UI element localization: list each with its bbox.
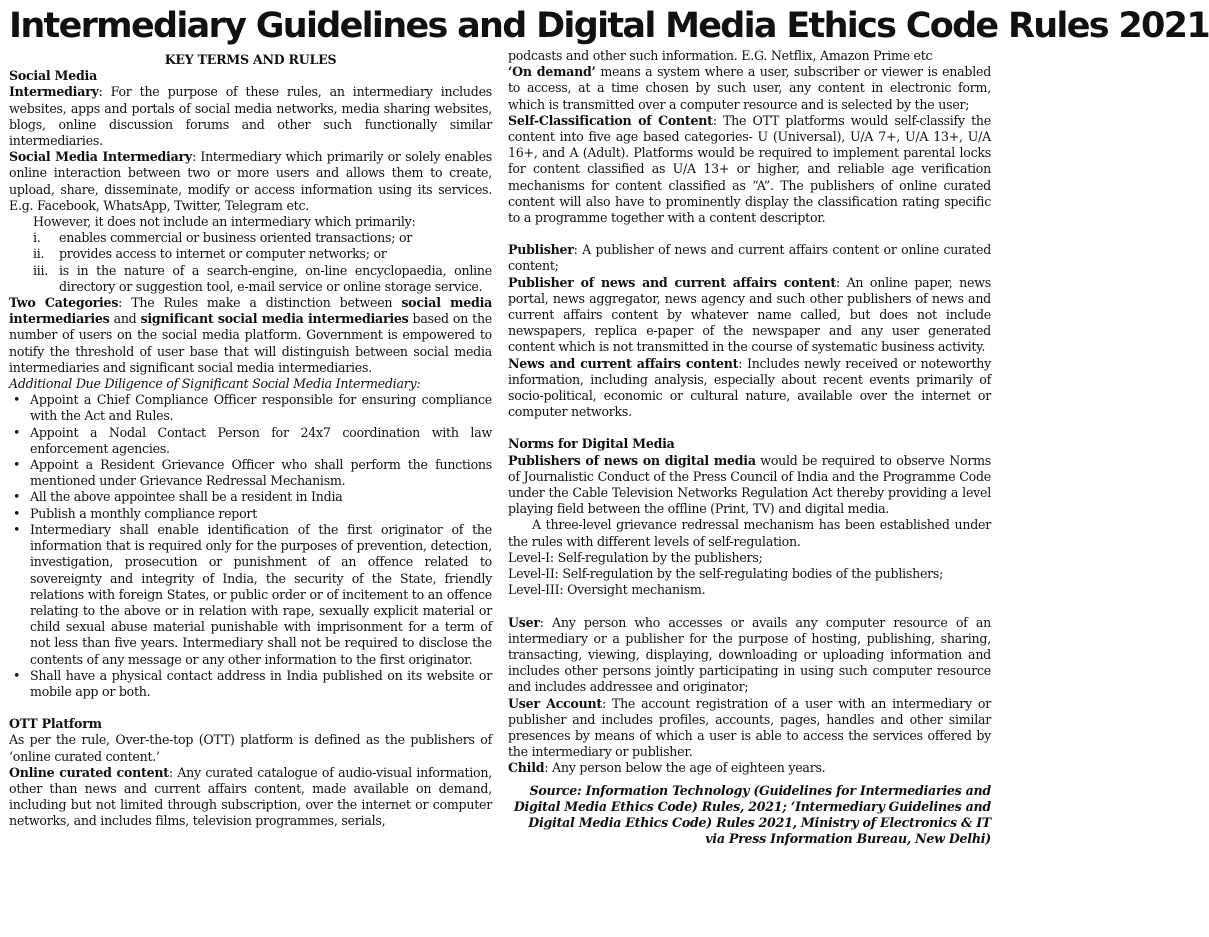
grievance-paragraph: A three-level grievance redressal mechanism has been established under the rules with different levels of self-regulation. xyxy=(508,517,991,549)
term-user: User xyxy=(508,614,540,630)
bullet-icon: • xyxy=(13,424,21,440)
list-text: provides access to internet or computer networks; or xyxy=(59,246,387,262)
term-significant-smi: significant social media intermediaries xyxy=(140,311,409,327)
term-social-media-intermediaries: social media intermediaries xyxy=(9,295,493,327)
list-item xyxy=(13,425,492,457)
list-item xyxy=(13,392,492,424)
spacer xyxy=(508,599,991,615)
term-two-categories: Two Categories xyxy=(9,295,119,311)
body-text: would be required to observe Norms of Journalistic Conduct of the Press Council of India and the Programme Code under the Cable Television Networks Regulation Act thereby providing a level playing field between the offline (Print, TV) and digital media. xyxy=(508,452,991,517)
term-self-classification: Self-Classification of Content xyxy=(508,112,713,128)
intermediary-definition xyxy=(9,84,492,149)
spacer xyxy=(508,420,991,436)
user-account-definition xyxy=(508,696,991,761)
due-diligence-list xyxy=(9,392,492,700)
list-item xyxy=(33,246,492,262)
publisher-definition xyxy=(508,242,991,274)
term-news-current-affairs: News and current affairs content xyxy=(508,355,739,371)
section-heading-social-media: Social Media xyxy=(9,68,97,84)
list-text: is in the nature of a search-engine, on-line encyclopaedia, online directory or suggestion tool, e-mail service or online storage service. xyxy=(59,262,492,294)
list-text: Publish a monthly compliance report xyxy=(30,505,258,521)
body-text: : The Rules make a distinction between xyxy=(118,295,402,311)
list-item xyxy=(13,522,492,668)
body-text: based on the number of users on the social media platform. Government is empowered to notify the threshold of user base that will distinguish between social media intermediaries and significant social media intermediaries. xyxy=(9,311,493,375)
definition-text: : The OTT platforms would self-classify the content into five age based categories- U (Universal), U/A 7+, U/A 13+, U/A 16+, and A (Adult). Platforms would be required to implement parental locks for content classified as U/A 13+ or higher, and reliable age verification mechanisms for content classified as “A”. The publishers of online curated content will also have to prominently display the classification rating specific to a programme together with a content descriptor. xyxy=(508,112,991,226)
level-item: Level-II: Self-regulation by the self-regulating bodies of the publishers; xyxy=(508,566,944,582)
term-publisher: Publisher xyxy=(508,242,574,258)
list-text: enables commercial or business oriented transactions; or xyxy=(59,230,413,246)
body-text: and xyxy=(109,311,141,327)
list-text: Appoint a Nodal Contact Person for 24x7 coordination with law enforcement agencies. xyxy=(30,424,492,456)
definition-text: : Any person who accesses or avails any computer resource of an intermediary or a publisher for the purpose of hosting, publishing, sharing, transacting, viewing, displaying, downloading or uploading information and includes other persons jointly participating in using such computer resource and includes addressee and originator; xyxy=(508,614,991,695)
term-user-account: User Account xyxy=(508,695,602,711)
term-publishers-digital-media: Publishers of news on digital media xyxy=(508,452,756,468)
smi-definition xyxy=(9,149,492,214)
online-curated-content-definition xyxy=(9,765,492,830)
spacer xyxy=(9,700,492,716)
two-categories-paragraph xyxy=(9,295,492,376)
bullet-icon: • xyxy=(13,457,21,473)
list-text: Intermediary shall enable identification of the first originator of the information that is required only for the purposes of prevention, detection, investigation, prosecution or punishment of an offence related to sovereignty and integrity of India, the security of the State, friendly relations with foreign States, or public order or of incitement to an offence relating to the above or in relation with rape, sexually explicit material or child sexual abuse material punishable with imprisonment for a term of not less than five years. Intermediary shall not be required to disclose the contents of any message or any other information to the first originator. xyxy=(30,521,492,667)
additional-due-diligence-heading: Additional Due Diligence of Significant Social Media Intermediary: xyxy=(9,376,421,392)
on-demand-definition xyxy=(508,64,991,113)
list-numeral: ii. xyxy=(33,246,45,262)
page-title: Intermediary Guidelines and Digital Media Ethics Code Rules 2021 xyxy=(9,6,1209,46)
bullet-icon: • xyxy=(13,392,21,408)
left-column xyxy=(9,52,492,847)
bullet-icon: • xyxy=(13,489,21,505)
list-numeral: iii. xyxy=(33,262,49,278)
bullet-icon: • xyxy=(13,667,21,683)
ott-definition: As per the rule, Over-the-top (OTT) platform is defined as the publishers of ‘online curated content.’ xyxy=(9,732,492,764)
self-classification-definition xyxy=(508,113,991,226)
term-social-media-intermediary: Social Media Intermediary xyxy=(9,149,192,165)
section-heading-ott: OTT Platform xyxy=(9,716,102,732)
term-intermediary: Intermediary xyxy=(9,84,99,100)
spacer xyxy=(508,226,991,242)
definition-text: : The account registration of a user with an intermediary or publisher and includes profiles, accounts, pages, handles and other similar presences by means of which a user is able to access the services offered by the intermediary or publisher. xyxy=(508,695,991,760)
definition-text: : A publisher of news and current affairs content or online curated content; xyxy=(508,242,991,274)
source-citation: Source: Information Technology (Guidelines for Intermediaries and Digital Media Ethics Code) Rules, 2021; ‘Intermediary Guidelines and Digital Media Ethics Code) Rules 2021, Ministry of Electronics & IT via Press Information Bureau, New Delhi) xyxy=(513,782,991,847)
two-column-body xyxy=(9,48,992,847)
however-text: However, it does not include an intermediary which primarily: xyxy=(33,214,416,230)
news-content-definition xyxy=(508,356,991,421)
list-text: Appoint a Resident Grievance Officer who shall perform the functions mentioned under Grievance Redressal Mechanism. xyxy=(30,457,492,489)
publisher-news-definition xyxy=(508,275,991,356)
bullet-icon: • xyxy=(13,521,21,537)
exclusion-list xyxy=(9,230,492,295)
term-child: Child xyxy=(508,760,545,776)
list-item xyxy=(13,506,492,522)
list-numeral: i. xyxy=(33,230,41,246)
list-item xyxy=(33,230,492,246)
continued-text: podcasts and other such information. E.G. Netflix, Amazon Prime etc xyxy=(508,48,933,63)
level-item: Level-III: Oversight mechanism. xyxy=(508,582,706,598)
definition-text: : Any curated catalogue of audio-visual information, other than news and current affairs content, made available on demand, including but not limited through subscription, over the internet or computer networks, and includes films, television programmes, serials, xyxy=(9,764,492,829)
definition-text: : Intermediary which primarily or solely enables online interaction between two or more users and allows them to create, upload, share, disseminate, modify or access information using its services. E.g. Facebook, WhatsApp, Twitter, Telegram etc. xyxy=(9,149,492,213)
list-item xyxy=(13,457,492,489)
list-item xyxy=(33,263,492,295)
section-heading-norms: Norms for Digital Media xyxy=(508,436,675,452)
definition-text: : An online paper, news portal, news aggregator, news agency and such other publishers of news and current affairs content by whatever name called, but does not include newspapers, replica e-paper of the newspaper and any user generated content which is not transmitted in the course of systematic business activity. xyxy=(508,274,991,355)
list-item xyxy=(13,489,492,505)
definition-text: means a system where a user, subscriber or viewer is enabled to access, at a time chosen by such user, any content in electronic form, which is transmitted over a computer resource and is selected by the user; xyxy=(508,64,992,112)
list-text: Appoint a Chief Compliance Officer responsible for ensuring compliance with the Act and Rules. xyxy=(30,392,492,424)
list-item xyxy=(13,668,492,700)
term-publisher-news: Publisher of news and current affairs content xyxy=(508,274,836,290)
right-column xyxy=(508,48,991,847)
definition-text: : For the purpose of these rules, an intermediary includes websites, apps and portals of social media networks, media sharing websites, blogs, online discussion forums and other such functionally similar intermediaries. xyxy=(9,84,492,149)
user-definition xyxy=(508,615,991,696)
definition-text: : Includes newly received or noteworthy information, including analysis, especially about recent events primarily of socio-political, economic or cultural nature, available over the internet or computer networks. xyxy=(508,355,991,420)
term-online-curated-content: Online curated content xyxy=(9,764,169,780)
norms-paragraph xyxy=(508,453,991,518)
child-definition xyxy=(508,760,991,776)
definition-text: : Any person below the age of eighteen years. xyxy=(544,760,826,776)
bullet-icon: • xyxy=(13,505,21,521)
level-item: Level-I: Self-regulation by the publishers; xyxy=(508,549,763,565)
term-on-demand: ‘On demand’ xyxy=(508,64,596,80)
section-heading-key-terms: KEY TERMS AND RULES xyxy=(164,52,337,67)
list-text: Shall have a physical contact address in India published on its website or mobile app or both. xyxy=(30,667,492,699)
list-text: All the above appointee shall be a resident in India xyxy=(30,489,343,505)
